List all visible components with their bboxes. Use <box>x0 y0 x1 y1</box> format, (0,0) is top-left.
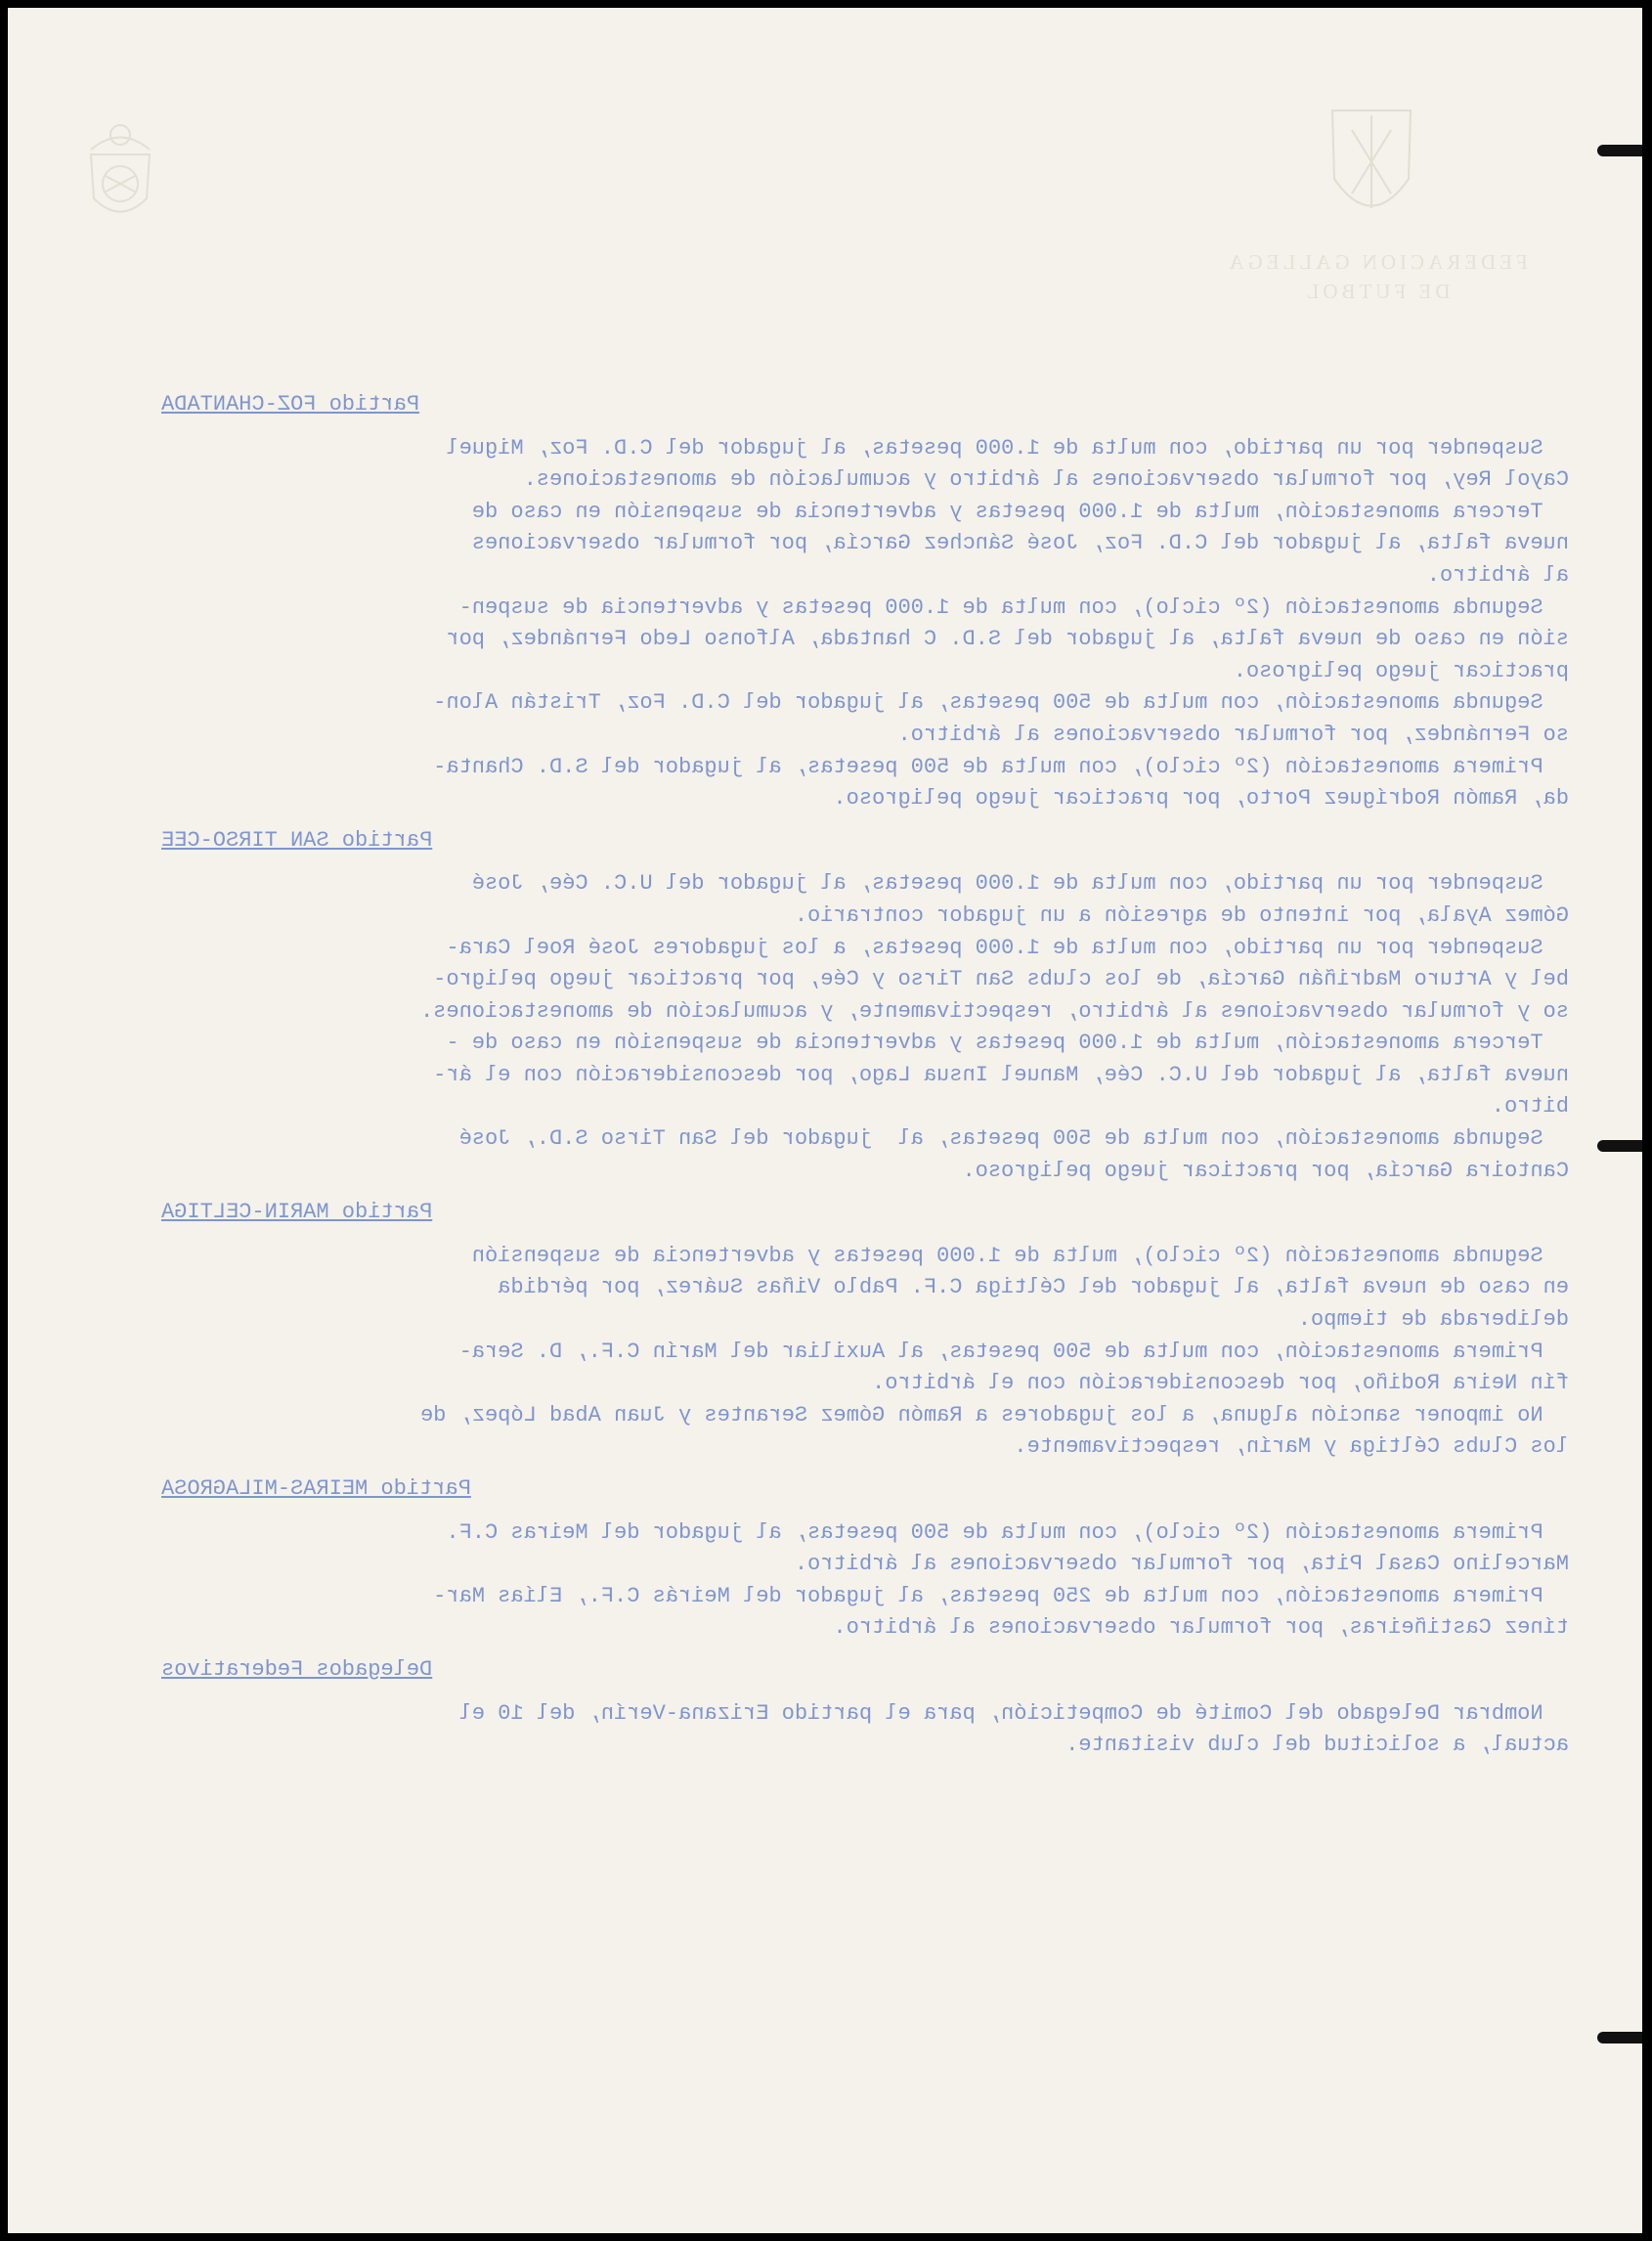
paragraph-line: al árbitro. <box>1426 562 1569 588</box>
paragraph-line: Nombrar Delegado del Comité de Competición, para el partido Erizana-Verín, del 10 el <box>458 1700 1569 1726</box>
paragraph <box>161 868 1569 932</box>
section-title-text: Delegados Federativos <box>161 1656 433 1682</box>
paragraph-line: practicar juego peligroso. <box>1233 658 1569 683</box>
paragraph <box>161 1581 1569 1645</box>
paragraph-line: Tercera amonestación, multa de 1.000 pesetas y advertencia de suspensión en caso de <box>471 499 1569 524</box>
paragraph <box>161 433 1569 497</box>
paragraph <box>161 1698 1569 1762</box>
paragraph <box>161 687 1569 751</box>
paragraph-line: Tercera amonestación, multa de 1.000 pesetas y advertencia de suspensión en caso de - <box>446 1031 1569 1056</box>
paragraph-line: Primera amonestación, con multa de 250 pesetas, al jugador del Meirás C.F., Elías Mar- <box>433 1583 1569 1608</box>
paragraph-line: Segunda amonestación, con multa de 500 pesetas, al jugador del C.D. Foz, Tristán Alon- <box>433 690 1569 716</box>
paragraph-line: bel y Arturo Madriñán García, de los clubs San Tirso y Cée, por practicar juego peligro- <box>433 967 1569 992</box>
show-through-text-layer <box>8 8 1642 2233</box>
paragraph-line: Cayol Rey, por formular observaciones al árbitro y acumulación de amonestaciones. <box>523 467 1569 493</box>
paragraph-line: bitro. <box>1491 1094 1569 1120</box>
paragraph <box>161 752 1569 815</box>
paragraph-line: los Clubs Céltiga y Marín, respectivamente. <box>1014 1434 1569 1460</box>
section-title <box>161 1473 1569 1506</box>
paragraph-line: nueva falta, al jugador del U.C. Cée, Manuel Insua Lago, por desconsideración con el ár- <box>433 1062 1569 1087</box>
paragraph-line: Segunda amonestación (2º ciclo), multa de 1.000 pesetas y advertencia de suspensión <box>471 1243 1569 1268</box>
section-title <box>161 825 1569 857</box>
paragraph-line: No imponer sanción alguna, a los jugadores a Ramón Gómez Serantes y Juan Abad López, de <box>420 1402 1569 1428</box>
section-title <box>161 1197 1569 1229</box>
paragraph-line: Marcelino Casal Pita, por formular observaciones al árbitro. <box>794 1552 1569 1577</box>
paragraph <box>161 1028 1569 1123</box>
section-title-text: Partido SAN TIRSO-CEE <box>161 827 433 853</box>
paragraph-line: Segunda amonestación (2º ciclo), con multa de 1.000 pesetas y advertencia de suspen- <box>458 594 1569 620</box>
paragraph-line: fín Neira Rodiño, por desconsideración con el árbitro. <box>872 1371 1569 1396</box>
document-page <box>8 8 1642 2233</box>
paragraph <box>161 933 1569 1029</box>
paragraph <box>161 1241 1569 1337</box>
section-title-text: Partido MARIN-CELTIGA <box>161 1200 433 1225</box>
section-title <box>161 1654 1569 1687</box>
paragraph-line: so Fernández, por formular observaciones al árbitro. <box>897 722 1569 747</box>
paragraph <box>161 497 1569 593</box>
section-title-text: Partido MEIRAS-MILAGROSA <box>161 1476 471 1501</box>
paragraph-line: Cantoira García, por practicar juego peligroso. <box>962 1158 1569 1183</box>
paragraph <box>161 1337 1569 1400</box>
paragraph-line: Primera amonestación, con multa de 500 pesetas, al Auxiliar del Marín C.F., D. Sera- <box>458 1339 1569 1364</box>
faint-heading-line-1: FEDERACION GALLEGA <box>1225 250 1528 274</box>
paragraph-line: en caso de nueva falta, al jugador del Céltiga C.F. Pablo Viñas Suárez, por pérdida <box>498 1275 1569 1300</box>
paragraph-line: Suspender por un partido, con multa de 1.000 pesetas, al jugador del U.C. Cée, José <box>471 871 1569 897</box>
paragraph-line: nueva falta, al jugador del C.D. Foz, José Sánchez García, por formular observaciones <box>471 531 1569 556</box>
paragraph-line: so y formular observaciones al árbitro, respectivamente, y acumulación de amonestaciones. <box>420 998 1569 1024</box>
paragraph <box>161 1123 1569 1187</box>
paragraph-line: tínez Castiñeiras, por formular observaciones al árbitro. <box>833 1615 1569 1641</box>
paragraph-line: Suspender por un partido, con multa de 1.000 pesetas, al jugador del C.D. Foz, Miguel <box>446 435 1569 461</box>
paragraph-line: actual, a solicitud del club visitante. <box>1065 1733 1569 1758</box>
paragraph <box>161 1517 1569 1581</box>
paragraph-line: Suspender por un partido, con multa de 1.000 pesetas, a los jugadores José Roel Cara- <box>446 935 1569 960</box>
section-title <box>161 389 1569 421</box>
paragraph-line: sión en caso de nueva falta, al jugador del S.D. C hantada, Alfonso Ledo Fernández, por <box>446 627 1569 652</box>
show-through-body <box>161 379 1569 1762</box>
paragraph-line: Primera amonestación (2º ciclo), con multa de 500 pesetas, al jugador del Meiras C.F. <box>446 1519 1569 1545</box>
paragraph-line: Segunda amonestación, con multa de 500 pesetas, al jugador del San Tirso S.D., José <box>458 1126 1569 1152</box>
section-title-text: Partido FOZ-CHANTADA <box>161 392 420 417</box>
paragraph-line: da, Ramón Rodríguez Porto, por practicar juego peligroso. <box>833 786 1569 812</box>
paragraph <box>161 593 1569 688</box>
faint-heading-line-2: DE FUTBOL <box>1302 280 1451 303</box>
paragraph-line: Primera amonestación (2º ciclo), con multa de 500 pesetas, al jugador del S.D. Chanta- <box>433 754 1569 779</box>
paragraph-line: deliberada de tiempo. <box>1297 1307 1569 1333</box>
paragraph-line: Gómez Ayala, por intento de agresión a un jugador contrario. <box>794 902 1569 928</box>
paragraph <box>161 1400 1569 1464</box>
